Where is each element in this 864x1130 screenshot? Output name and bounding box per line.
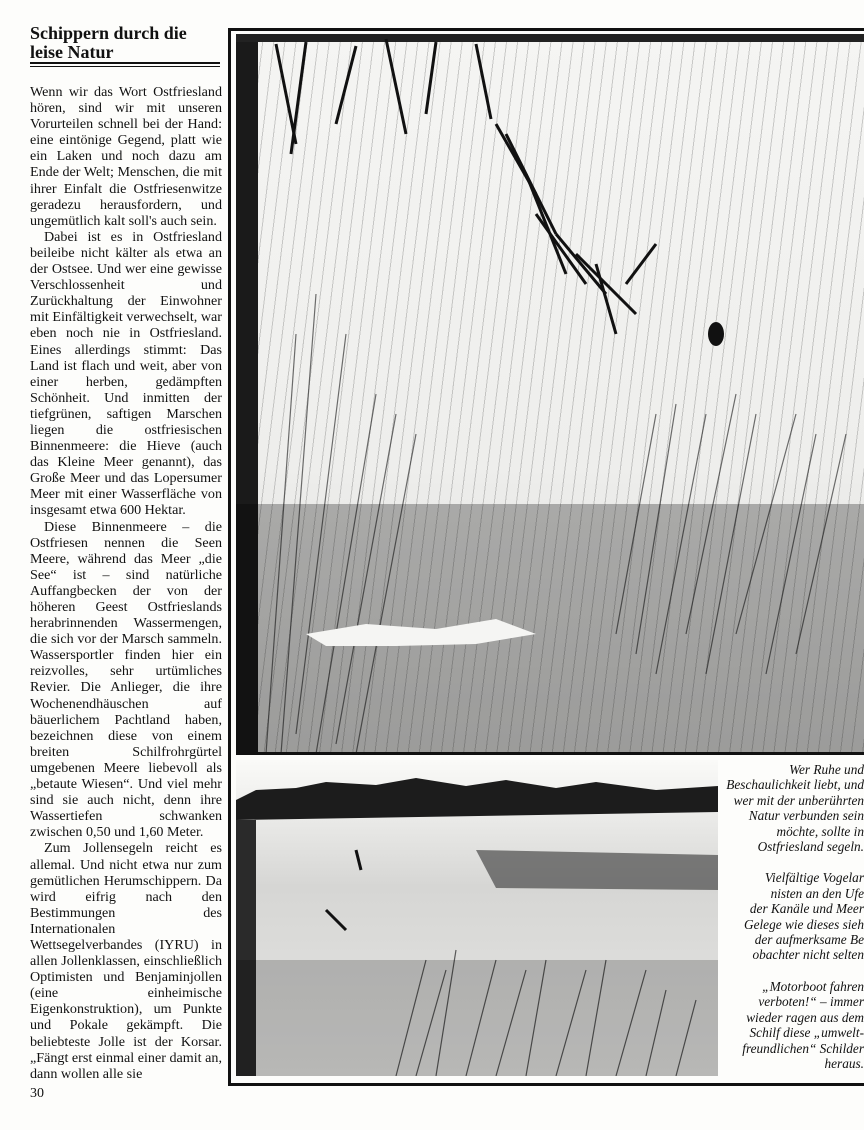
paragraph-1: Wenn wir das Wort Ostfriesland hören, sind wir mit unseren Vorurteilen schnell bei der Hand: eine eintönige Gegend, platt wie ein Laken und noch dazu am Ende der Welt; Menschen, die mit ihrer Einfalt die Ostfriesenwitze geradezu herausfordern, und ungemütlich kalt soll's auch sein. bbox=[30, 84, 222, 229]
paragraph-4: Zum Jollensegeln reicht es allemal. Und nicht etwa nur zum gemütlichen Herumschippern. Da wird eifrig nach den Bestimmungen des Internationalen Wettsegelverbandes (IYRU) in allen Jollenklassen, einschließlich Optimisten und Benjaminjollen (eine einheimische Eigenkonstruktion), um Punkte und Pokale gekämpft. Die beliebteste Jolle ist der Korsar. „Fängt erst einmal einer damit an, dann wollen alle sie bbox=[30, 840, 222, 1082]
paragraph-3: Diese Binnenmeere – die Ostfriesen nennen die Seen Meere, während das Meer „die See“ ist – sind natürliche Auffangbecken der von der höheren Geest Ostfrieslands herabrinnenden Wassermengen, die sich vor der Marsch sammeln. Wassersportler finden hier ein reizvolles, sehr urtümliches Revier. Die Anlieger, die ihre Wochenendhäuschen auf bäuerlichem Pachtland haben, bezeichnen diese von einem breiten Schilfrohrgürtel umgebenen Meere liebevoll als „betaute Wiesen“. Und viel mehr sind sie auch nicht, denn ihre Wassertiefen schwanken zwischen 0,50 und 1,60 Meter. bbox=[30, 518, 222, 841]
headline-rule-thick bbox=[30, 62, 220, 64]
article-body bbox=[30, 84, 222, 1082]
photo-divider bbox=[236, 752, 864, 755]
lake-photo bbox=[236, 760, 718, 1076]
article-headline: Schippern durch die leise Natur bbox=[30, 23, 187, 62]
caption-3: „Motorboot fahren verboten!“ – immer wieder ragen aus dem Schilf diese „umwelt- freundlichen“ Schilder heraus. bbox=[742, 978, 864, 1071]
reed-photo bbox=[236, 34, 864, 754]
reed-illustration bbox=[236, 34, 864, 754]
lake-illustration bbox=[236, 760, 718, 1076]
photo-captions bbox=[722, 762, 864, 1087]
caption-2: Vielfältige Vogelar nisten an den Ufe der Kanäle und Meer Gelege wie dieses sieh der aufmerksame Be obachter nicht selten bbox=[743, 870, 864, 963]
paragraph-2: Dabei ist es in Ostfriesland beileibe nicht kälter als etwa an der Ostsee. Und wer eine gewisse Verschlossenheit und Zurückhaltung der Einwohner mit Einfältigkeit verwechselt, war eben noch nie in Ostfriesland. Eines allerdings stimmt: Das Land ist flach und weit, aber von einer herben, gedämpften Schönheit. Und inmitten der tiefgrünen, saftigen Marschen liegen die ostfriesischen Binnenmeere: die Hieve (auch das Kleine Meer genannt), das Große Meer und das Lopersumer Meer mit einer Wasserfläche von insgesamt etwa 600 Hektar. bbox=[30, 228, 222, 519]
headline-rule-thin bbox=[30, 66, 220, 67]
caption-1: Wer Ruhe und Beschaulichkeit liebt, und wer mit der unberührten Natur verbunden sein möchte, sollte in Ostfriesland segeln. bbox=[726, 762, 864, 855]
page-number: 30 bbox=[30, 1086, 44, 1101]
